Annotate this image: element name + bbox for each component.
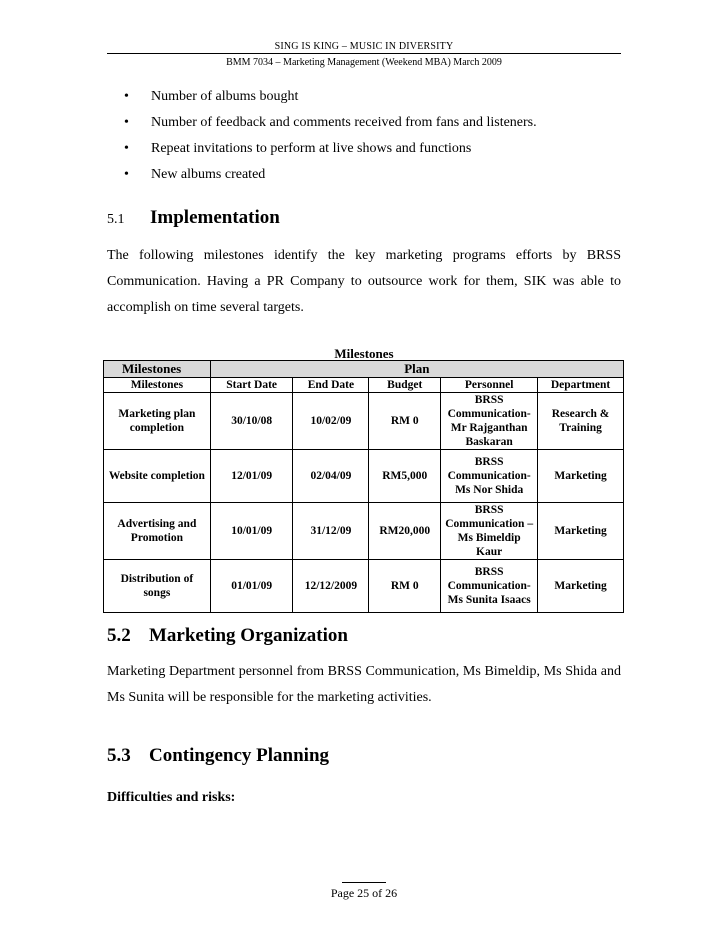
page-number: Page 25 of 26 bbox=[330, 886, 398, 900]
section-number: 5.1 bbox=[107, 212, 125, 227]
table-cell: Marketing plan completion bbox=[104, 393, 211, 450]
table-cell: 30/10/08 bbox=[210, 393, 293, 450]
table-cell: 12/12/2009 bbox=[293, 560, 369, 613]
measure-list bbox=[124, 89, 537, 193]
list-item bbox=[124, 167, 537, 193]
milestones-table bbox=[103, 360, 624, 613]
section-number: 5.3 bbox=[107, 745, 131, 766]
footer-rule bbox=[342, 882, 386, 883]
bullet-icon: • bbox=[124, 167, 129, 182]
table-caption: Milestones bbox=[334, 346, 394, 361]
section-heading-marketing-organization bbox=[107, 625, 348, 647]
list-item-text: Repeat invitations to perform at live shows and functions bbox=[151, 141, 472, 156]
column-header: Budget bbox=[369, 378, 441, 393]
column-header: Personnel bbox=[441, 378, 538, 393]
table-cell: 10/01/09 bbox=[210, 503, 293, 560]
group-header-plan: Plan bbox=[210, 361, 623, 378]
table-column-header bbox=[104, 378, 624, 393]
subheading-difficulties: Difficulties and risks: bbox=[107, 790, 236, 805]
table-cell: 12/01/09 bbox=[210, 450, 293, 503]
table-cell: RM5,000 bbox=[369, 450, 441, 503]
column-header: Department bbox=[538, 378, 624, 393]
table-cell: Research & Training bbox=[538, 393, 624, 450]
table-cell: Website completion bbox=[104, 450, 211, 503]
column-header: End Date bbox=[293, 378, 369, 393]
table-row bbox=[104, 393, 624, 450]
table-cell: Distribution of songs bbox=[104, 560, 211, 613]
table-row bbox=[104, 503, 624, 560]
header-title: SING IS KING – MUSIC IN DIVERSITY bbox=[274, 41, 454, 52]
section-heading-implementation bbox=[107, 207, 280, 229]
list-item bbox=[124, 115, 537, 141]
header-subtitle: BMM 7034 – Marketing Management (Weekend MBA) March 2009 bbox=[226, 57, 502, 68]
table-cell: Marketing bbox=[538, 503, 624, 560]
list-item-text: Number of feedback and comments received from fans and listeners. bbox=[151, 115, 537, 130]
bullet-icon: • bbox=[124, 141, 129, 156]
column-header: Start Date bbox=[210, 378, 293, 393]
column-header: Milestones bbox=[104, 378, 211, 393]
table-cell: BRSS Communication- Ms Nor Shida bbox=[441, 450, 538, 503]
section-title: Implementation bbox=[150, 207, 280, 228]
group-header-milestones: Milestones bbox=[104, 361, 211, 378]
table-cell: Marketing bbox=[538, 450, 624, 503]
table-cell: Marketing bbox=[538, 560, 624, 613]
list-item-text: New albums created bbox=[151, 167, 266, 182]
section-heading-contingency-planning bbox=[107, 745, 329, 767]
implementation-paragraph: The following milestones identify the key marketing programs efforts by BRSS Communication. Having a PR Company to outsource work for them, SIK was able to accomplish on time several targets. bbox=[107, 248, 621, 315]
bullet-icon: • bbox=[124, 89, 129, 104]
table-group-header bbox=[104, 361, 624, 378]
table-cell: RM20,000 bbox=[369, 503, 441, 560]
table-cell: RM 0 bbox=[369, 393, 441, 450]
list-item bbox=[124, 89, 537, 115]
table-cell: Advertising and Promotion bbox=[104, 503, 211, 560]
table-cell: 02/04/09 bbox=[293, 450, 369, 503]
bullet-icon: • bbox=[124, 115, 129, 130]
table-cell: RM 0 bbox=[369, 560, 441, 613]
section-number: 5.2 bbox=[107, 625, 131, 646]
list-item bbox=[124, 141, 537, 167]
table-cell: BRSS Communication- Mr Rajganthan Baskaran bbox=[441, 393, 538, 450]
table-cell: 31/12/09 bbox=[293, 503, 369, 560]
section-title: Contingency Planning bbox=[149, 745, 330, 766]
table-cell: BRSS Communication – Ms Bimeldip Kaur bbox=[441, 503, 538, 560]
table-row bbox=[104, 450, 624, 503]
table-cell: 01/01/09 bbox=[210, 560, 293, 613]
table-cell: 10/02/09 bbox=[293, 393, 369, 450]
list-item-text: Number of albums bought bbox=[151, 89, 299, 104]
section-title: Marketing Organization bbox=[149, 625, 348, 646]
table-cell: BRSS Communication- Ms Sunita Isaacs bbox=[441, 560, 538, 613]
header-rule bbox=[107, 53, 621, 54]
table-row bbox=[104, 560, 624, 613]
marketing-organization-paragraph: Marketing Department personnel from BRSS Communication, Ms Bimeldip, Ms Shida and Ms Sunita will be responsible for the marketing activities. bbox=[107, 664, 621, 705]
